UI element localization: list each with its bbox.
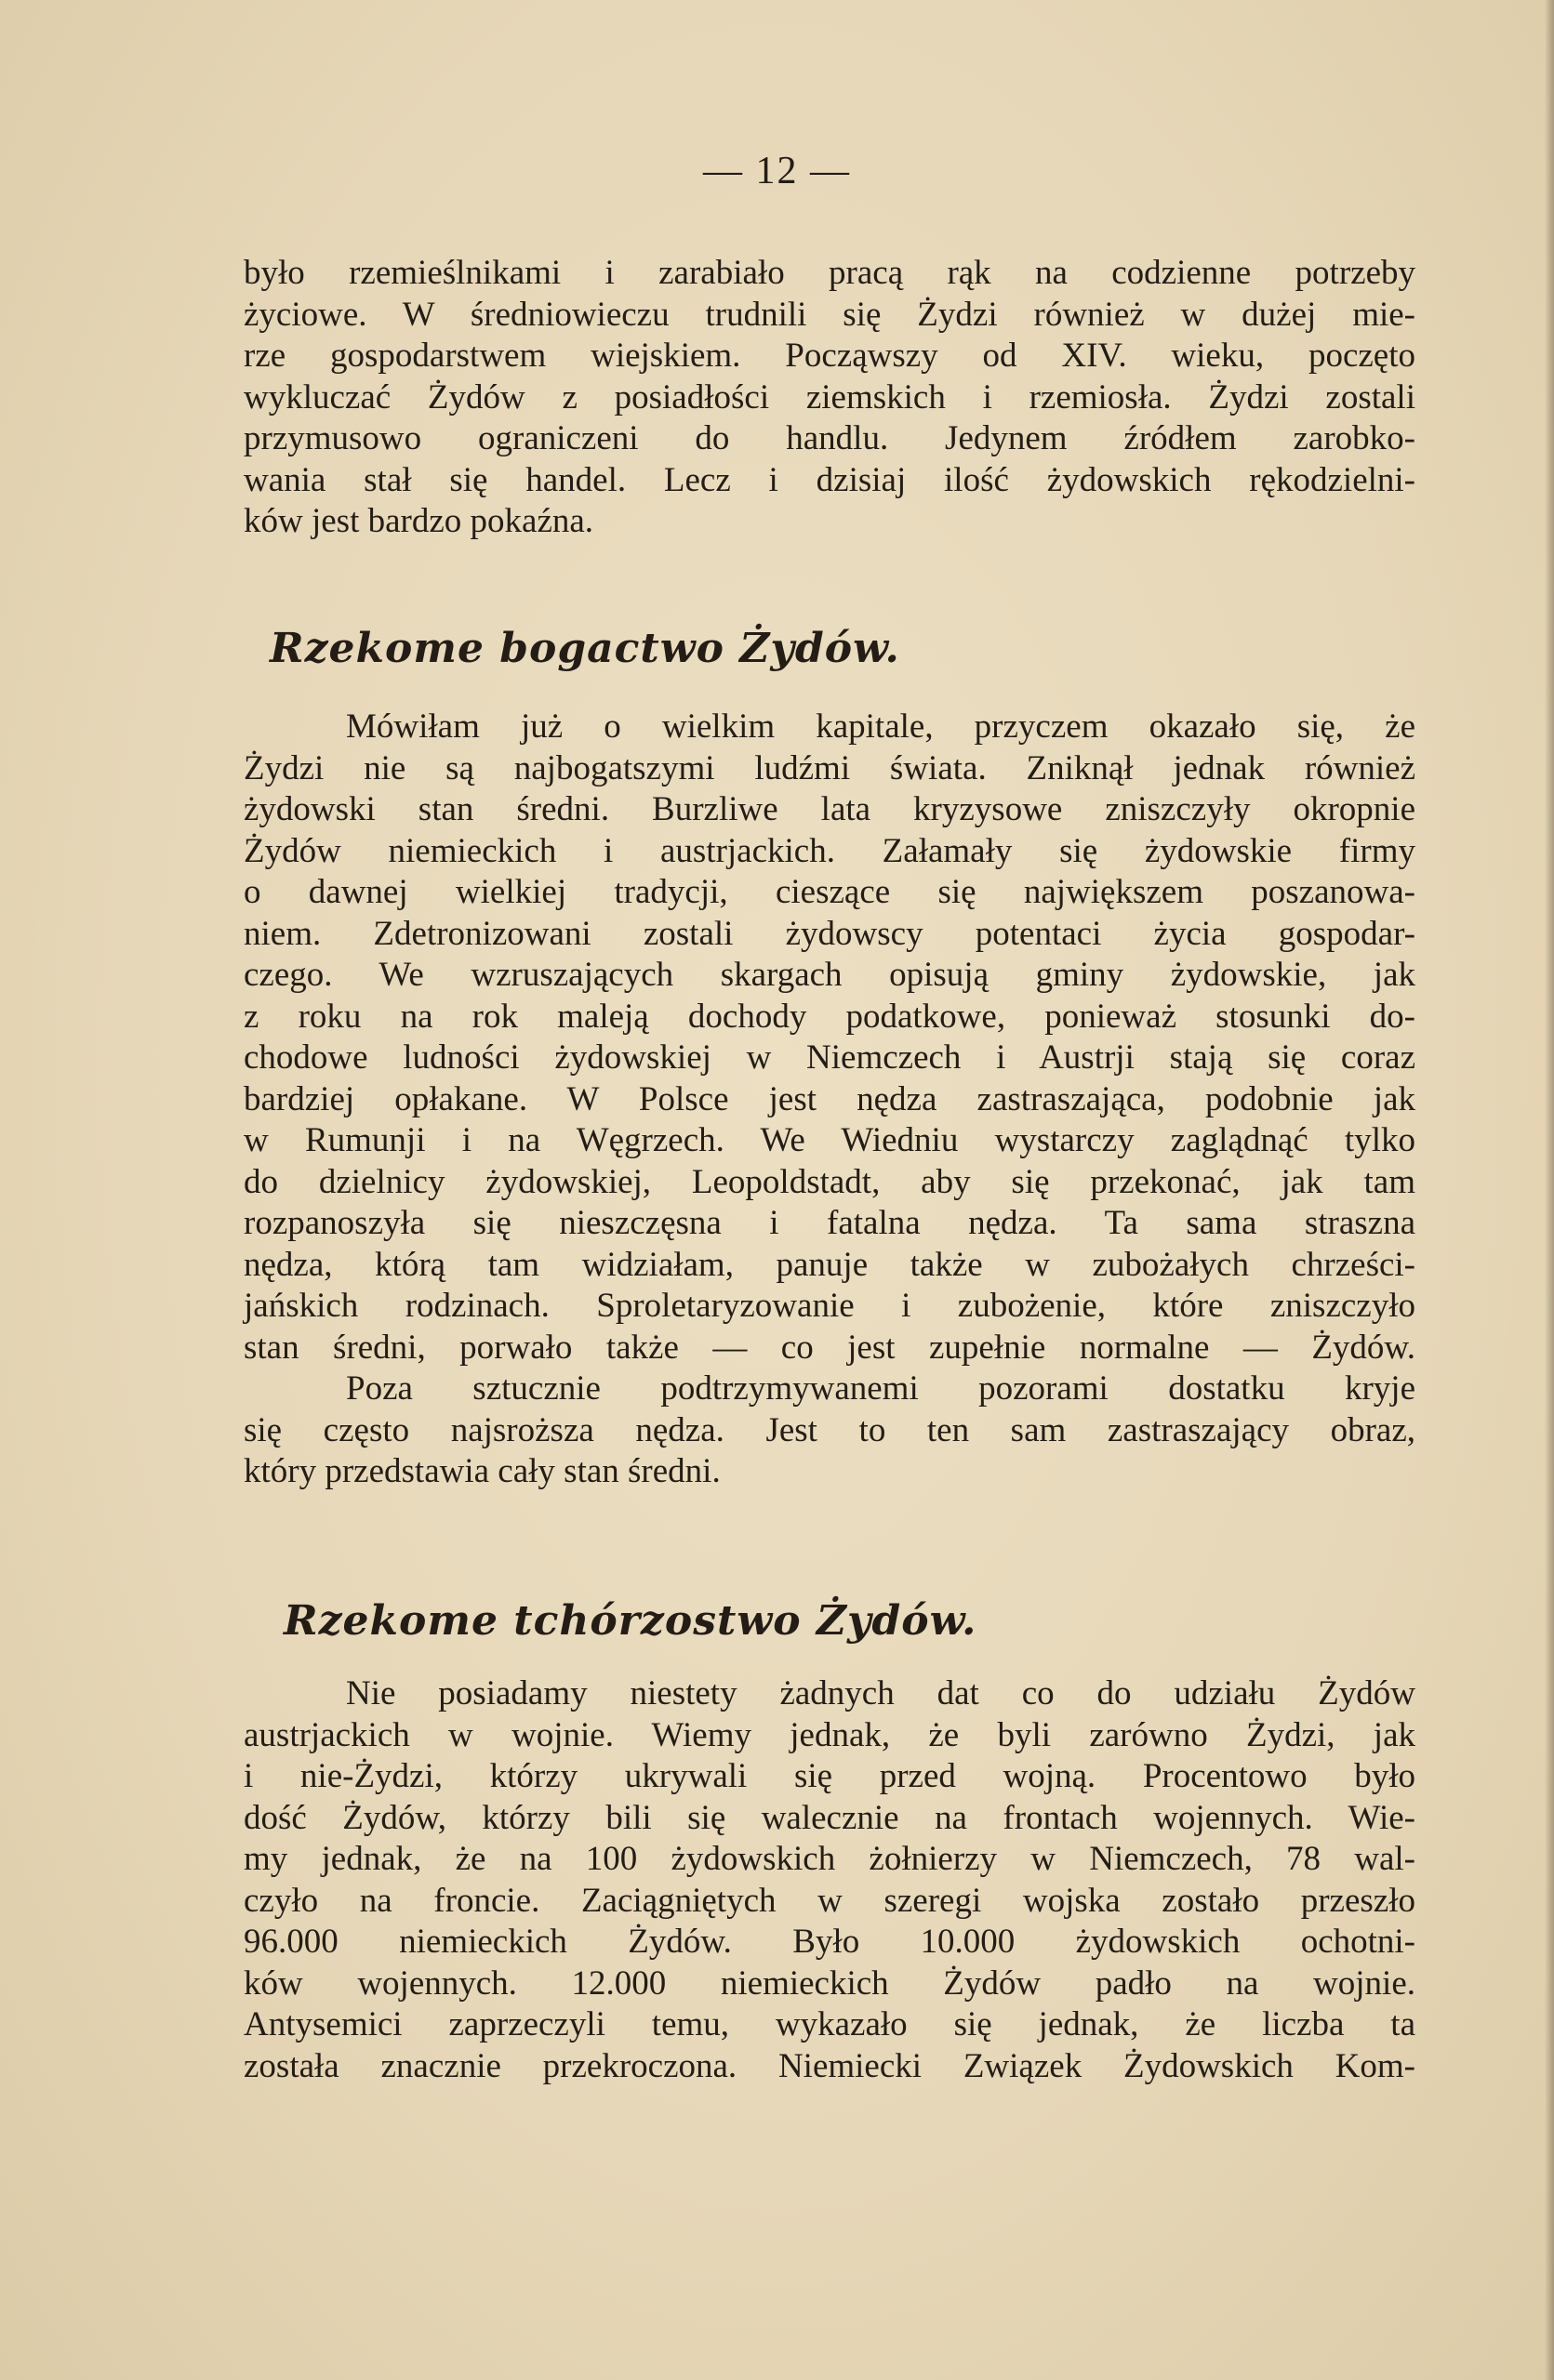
- text-line: czyło na froncie. Zaciągniętych w szeregi wojska zostało przeszło: [244, 1881, 1415, 1920]
- text-line: i nie-Żydzi, którzy ukrywali się przed wojną. Procentowo było: [244, 1757, 1415, 1795]
- text-line: wania stał się handel. Lecz i dzisiaj ilość żydowskich rękodzielni-: [244, 460, 1415, 499]
- paragraph-wealth: [244, 707, 1415, 1493]
- text-line: żydowski stan średni. Burzliwe lata kryzysowe zniszczyły okropnie: [244, 790, 1415, 828]
- text-line: bardziej opłakane. W Polsce jest nędza zastraszająca, podobnie jak: [244, 1079, 1415, 1118]
- paragraph-cowardice: [244, 1673, 1415, 2087]
- text-line: który przedstawia cały stan średni.: [244, 1452, 721, 1490]
- text-line: wykluczać Żydów z posiadłości ziemskich i rzemiosła. Żydzi zostali: [244, 377, 1415, 416]
- text-line: jańskich rodzinach. Sproletaryzowanie i zubożenie, które zniszczyło: [244, 1287, 1415, 1325]
- text-line: z roku na rok maleją dochody podatkowe, ponieważ stosunki do-: [244, 997, 1415, 1036]
- text-line: Poza sztucznie podtrzymywanemi pozorami dostatku kryje: [346, 1369, 1415, 1408]
- text-line: została znacznie przekroczona. Niemiecki Związek Żydowskich Kom-: [244, 2046, 1415, 2085]
- text-line: dość Żydów, którzy bili się walecznie na frontach wojennych. Wie-: [244, 1798, 1415, 1837]
- text-line: do dzielnicy żydowskiej, Leopoldstadt, aby się przekonać, jak tam: [244, 1162, 1415, 1201]
- text-line: rozpanoszyła się nieszczęsna i fatalna nędza. Ta sama straszna: [244, 1204, 1415, 1242]
- text-line: my jednak, że na 100 żydowskich żołnierzy w Niemczech, 78 wal-: [244, 1840, 1415, 1878]
- text-line: czego. We wzruszających skargach opisują gminy żydowskie, jak: [244, 956, 1415, 994]
- page-number: — 12 —: [703, 150, 851, 192]
- text-line: 96.000 niemieckich Żydów. Było 10.000 żydowskich ochotni-: [244, 1923, 1415, 1961]
- paragraph-crafts: [244, 253, 1415, 543]
- text-line: przymusowo ograniczeni do handlu. Jedynem źródłem zarobko-: [244, 419, 1415, 457]
- section-heading-cowardice: Rzekome tchórzostwo Żydów.: [284, 1597, 977, 1645]
- text-line: Antysemici zaprzeczyli temu, wykazało się jednak, że liczba ta: [244, 2005, 1415, 2043]
- text-line: Żydzi nie są najbogatszymi ludźmi świata. Zniknął jednak również: [244, 748, 1415, 787]
- text-line: chodowe ludności żydowskiej w Niemczech i Austrji stają się coraz: [244, 1038, 1415, 1077]
- text-line: nędza, którą tam widziałam, panuje także w zubożałych chrześci-: [244, 1245, 1415, 1284]
- text-line: było rzemieślnikami i zarabiało pracą rąk na codzienne potrzeby: [244, 254, 1415, 292]
- text-line: stan średni, porwało także — co jest zupełnie normalne — Żydów.: [244, 1328, 1415, 1367]
- text-line: ków jest bardzo pokaźna.: [244, 502, 594, 540]
- text-line: w Rumunji i na Węgrzech. We Wiedniu wystarczy zaglądnąć tylko: [244, 1121, 1415, 1159]
- text-line: Mówiłam już o wielkim kapitale, przyczem okazało się, że: [346, 707, 1415, 746]
- text-line: się często najsroższa nędza. Jest to ten sam zastraszający obraz,: [244, 1410, 1415, 1449]
- text-line: Żydów niemieckich i austrjackich. Załamały się żydowskie firmy: [244, 831, 1415, 870]
- text-line: Nie posiadamy niestety żadnych dat co do udziału Żydów: [346, 1674, 1415, 1712]
- text-line: o dawnej wielkiej tradycji, cieszące się największem poszanowa-: [244, 873, 1415, 911]
- text-line: ków wojennych. 12.000 niemieckich Żydów padło na wojnie.: [244, 1964, 1415, 2003]
- text-line: życiowe. W średniowieczu trudnili się Żydzi również w dużej mie-: [244, 295, 1415, 334]
- text-line: rze gospodarstwem wiejskiem. Począwszy od XIV. wieku, poczęto: [244, 337, 1415, 375]
- section-heading-wealth: Rzekome bogactwo Żydów.: [270, 625, 900, 672]
- text-line: niem. Zdetronizowani zostali żydowscy potentaci życia gospodar-: [244, 914, 1415, 953]
- text-line: austrjackich w wojnie. Wiemy jednak, że byli zarówno Żydzi, jak: [244, 1715, 1415, 1754]
